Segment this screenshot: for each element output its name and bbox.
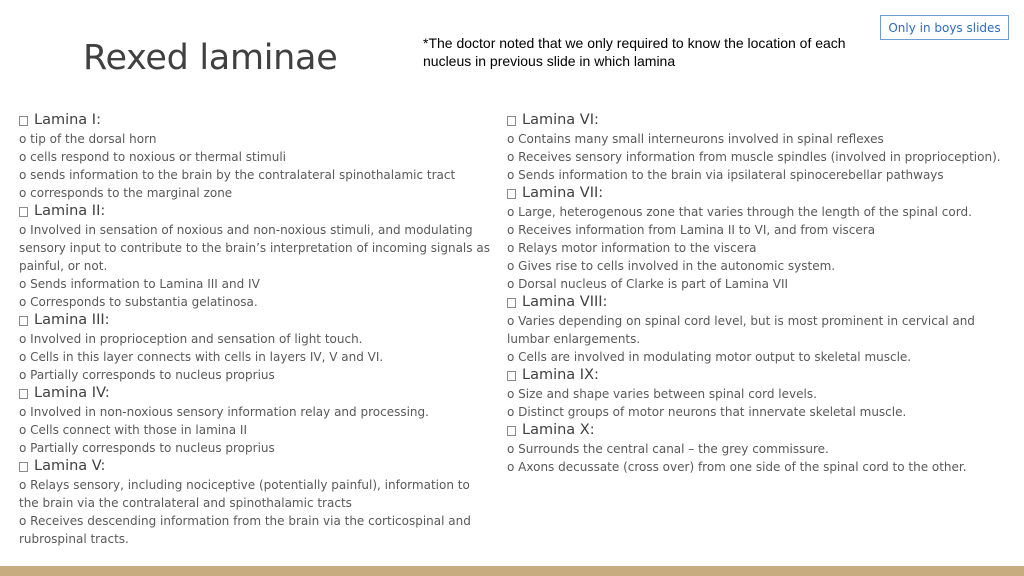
- lamina-section: [19, 111, 493, 202]
- bullet-square-icon: [507, 426, 516, 436]
- lamina-detail: o Receives descending information from the brain via the corticospinal and rubrospinal tracts.: [19, 514, 471, 546]
- lamina-detail: o Relays sensory, including nociceptive (potentially painful), information to the brain via the contralateral and spinothalamic tracts: [19, 478, 470, 510]
- lamina-detail: o Involved in non-noxious sensory information relay and processing.: [19, 405, 429, 419]
- lamina-detail: o Involved in proprioception and sensation of light touch.: [19, 332, 363, 346]
- lamina-heading: Lamina II:: [19, 202, 493, 221]
- lamina-detail: o corresponds to the marginal zone: [19, 186, 233, 200]
- lamina-detail: o Large, heterogenous zone that varies through the length of the spinal cord.: [507, 205, 972, 219]
- lamina-heading: Lamina III:: [19, 311, 493, 330]
- lamina-section: [507, 184, 1012, 293]
- lamina-detail: o Cells connect with those in lamina II: [19, 423, 247, 437]
- lamina-section: [507, 421, 1012, 476]
- lamina-detail: o Cells in this layer connects with cells in layers IV, V and VI.: [19, 350, 384, 364]
- lamina-detail: o Involved in sensation of noxious and non-noxious stimuli, and modulating sensory input to contribute to the brain’s interpretation of incoming signals as painful, or not.: [19, 223, 490, 273]
- lamina-detail: o Contains many small interneurons involved in spinal reflexes: [507, 132, 884, 146]
- lamina-heading: Lamina VIII:: [507, 293, 1012, 312]
- bullet-square-icon: [507, 371, 516, 381]
- bottom-accent-bar: [0, 566, 1024, 576]
- bullet-square-icon: [19, 116, 28, 126]
- bullet-square-icon: [19, 389, 28, 399]
- lamina-heading: Lamina I:: [19, 111, 493, 130]
- lamina-detail: o Cells are involved in modulating motor output to skeletal muscle.: [507, 350, 912, 364]
- doctor-note: *The doctor noted that we only required to know the location of each nucleus in previous slide in which lamina: [423, 35, 846, 69]
- lamina-detail: o Sends information to the brain via ipsilateral spinocerebellar pathways: [507, 168, 944, 182]
- boys-slides-badge: Only in boys slides: [880, 15, 1009, 40]
- lamina-section: [19, 202, 493, 311]
- lamina-detail: o Varies depending on spinal cord level, but is most prominent in cervical and lumbar enlargements.: [507, 314, 975, 346]
- bullet-square-icon: [507, 189, 516, 199]
- lamina-section: [507, 366, 1012, 421]
- lamina-section: [507, 293, 1012, 366]
- bullet-square-icon: [19, 207, 28, 217]
- lamina-detail: o Partially corresponds to nucleus proprius: [19, 441, 275, 455]
- lamina-heading: Lamina IX:: [507, 366, 1012, 385]
- lamina-detail: o sends information to the brain by the contralateral spinothalamic tract: [19, 168, 456, 182]
- lamina-detail: o cells respond to noxious or thermal stimuli: [19, 150, 287, 164]
- lamina-heading: Lamina IV:: [19, 384, 493, 403]
- right-column: [507, 111, 1012, 476]
- lamina-detail: o Receives sensory information from muscle spindles (involved in proprioception).: [507, 150, 1001, 164]
- lamina-heading: Lamina VI:: [507, 111, 1012, 130]
- bullet-square-icon: [507, 298, 516, 308]
- lamina-detail: o Distinct groups of motor neurons that innervate skeletal muscle.: [507, 405, 907, 419]
- bullet-square-icon: [19, 316, 28, 326]
- lamina-section: [19, 311, 493, 384]
- lamina-heading: Lamina VII:: [507, 184, 1012, 203]
- lamina-detail: o Partially corresponds to nucleus proprius: [19, 368, 275, 382]
- lamina-detail: o Surrounds the central canal – the grey commissure.: [507, 442, 829, 456]
- lamina-heading: Lamina V:: [19, 457, 493, 476]
- lamina-detail: o Receives information from Lamina II to VI, and from viscera: [507, 223, 876, 237]
- lamina-detail: o Corresponds to substantia gelatinosa.: [19, 295, 258, 309]
- lamina-section: [507, 111, 1012, 184]
- lamina-section: [19, 384, 493, 457]
- bullet-square-icon: [507, 116, 516, 126]
- lamina-section: [19, 457, 493, 548]
- lamina-detail: o Relays motor information to the viscera: [507, 241, 757, 255]
- left-column: [19, 111, 493, 548]
- bullet-square-icon: [19, 462, 28, 472]
- lamina-heading: Lamina X:: [507, 421, 1012, 440]
- lamina-detail: o Axons decussate (cross over) from one side of the spinal cord to the other.: [507, 460, 967, 474]
- lamina-detail: o tip of the dorsal horn: [19, 132, 157, 146]
- slide-title: Rexed laminae: [83, 38, 338, 78]
- lamina-detail: o Size and shape varies between spinal cord levels.: [507, 387, 817, 401]
- lamina-detail: o Gives rise to cells involved in the autonomic system.: [507, 259, 836, 273]
- lamina-detail: o Sends information to Lamina III and IV: [19, 277, 260, 291]
- lamina-detail: o Dorsal nucleus of Clarke is part of Lamina VII: [507, 277, 789, 291]
